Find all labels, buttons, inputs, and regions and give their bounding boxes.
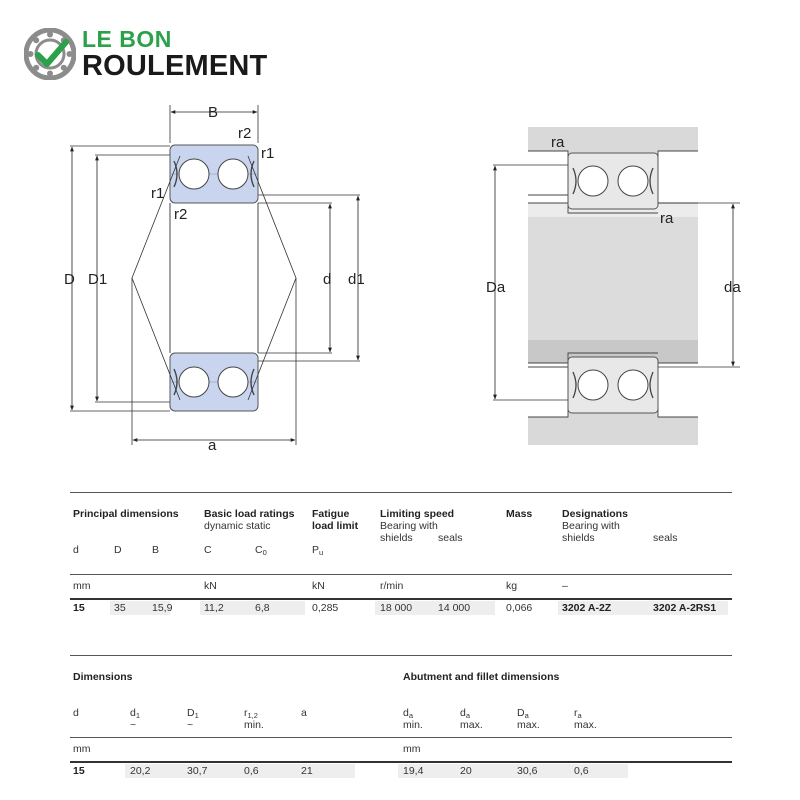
row-C0: 6,8 xyxy=(255,602,270,614)
row2-ra-max: 0,6 xyxy=(574,765,589,777)
row2-r12: 0,6 xyxy=(244,765,259,777)
symbol-Pu: $P_u$ xyxy=(312,544,324,557)
header-fatigue: Fatigue xyxy=(312,508,350,520)
qualifier-da-min: min. xyxy=(403,719,423,731)
qualifier-r12: min. xyxy=(244,719,264,731)
header-dimensions: Dimensions xyxy=(73,671,133,683)
dimensions-table xyxy=(70,655,732,780)
qualifier-D1: ~ xyxy=(187,719,194,731)
header-basic-load-ratings: Basic load ratings xyxy=(204,508,295,520)
symbol-r12: $r_{1,2}$ xyxy=(244,707,258,720)
symbol-d: d xyxy=(73,544,79,556)
label-d1: d1 xyxy=(348,271,365,288)
header-designations: Designations xyxy=(562,508,628,520)
label-ra-side: ra xyxy=(660,210,674,227)
header-basic-sub: dynamic static xyxy=(204,520,271,532)
qualifier-Da-max: max. xyxy=(517,719,540,731)
bearing-check-icon xyxy=(24,28,76,80)
logo-line-1: LE BON xyxy=(82,26,172,52)
bearing-drawing xyxy=(0,95,800,465)
symbol-a: a xyxy=(301,707,307,719)
row-speed-seals: 14 000 xyxy=(438,602,471,614)
qualifier-d1: ~ xyxy=(130,719,137,731)
header-speed-seals: seals xyxy=(438,532,463,544)
row2-d1: 20,2 xyxy=(130,765,151,777)
row-speed-shields: 18 000 xyxy=(380,602,413,614)
row-D: 35 xyxy=(114,602,126,614)
header-speed-shields: shields xyxy=(380,532,413,544)
label-r2-top: r2 xyxy=(238,125,252,142)
row-Pu: 0,285 xyxy=(312,602,339,614)
symbol-Da-max: $D_a$ xyxy=(517,707,529,720)
row-d: 15 xyxy=(73,602,85,614)
brand-logo xyxy=(24,26,304,84)
row-mass: 0,066 xyxy=(506,602,533,614)
row-designation-shields: 3202 A-2Z xyxy=(562,602,612,614)
label-r1-side: r1 xyxy=(151,185,165,202)
symbol-C: C xyxy=(204,544,212,556)
header-desig-seals: seals xyxy=(653,532,678,544)
symbol-d-2: d xyxy=(73,707,79,719)
label-D: D xyxy=(64,271,75,288)
row2-d: 15 xyxy=(73,765,85,777)
row2-Da-max: 30,6 xyxy=(517,765,538,777)
bearing-data-table xyxy=(70,492,732,617)
header-limiting-speed: Limiting speed xyxy=(380,508,455,520)
symbol-d1: $d_1$ xyxy=(130,707,141,720)
qualifier-ra-max: max. xyxy=(574,719,597,731)
header-principal-dimensions: Principal dimensions xyxy=(73,508,179,520)
header-desig-shields: shields xyxy=(562,532,595,544)
symbol-ra-max: $r_a$ xyxy=(574,707,582,720)
unit-mass: kg xyxy=(506,580,518,592)
symbol-C0: $C_0$ xyxy=(255,544,267,557)
mounting-drawing-right xyxy=(493,127,740,445)
label-r2-side: r2 xyxy=(174,206,188,223)
label-r1-top: r1 xyxy=(261,145,275,162)
header-abutment: Abutment and fillet dimensions xyxy=(403,671,560,683)
row2-da-max: 20 xyxy=(460,765,472,777)
unit-speed: r/min xyxy=(380,580,404,592)
label-a: a xyxy=(208,437,217,454)
row2-da-min: 19,4 xyxy=(403,765,424,777)
row-B: 15,9 xyxy=(152,602,173,614)
label-D1: D1 xyxy=(88,271,108,288)
unit-mm-abutment: mm xyxy=(403,743,421,755)
row-designation-seals: 3202 A-2RS1 xyxy=(653,602,717,614)
row2-a: 21 xyxy=(301,765,313,777)
label-B: B xyxy=(208,104,219,121)
symbol-D: D xyxy=(114,544,122,556)
unit-desig: – xyxy=(562,580,568,592)
label-da: da xyxy=(724,279,741,296)
unit-mm: mm xyxy=(73,580,91,592)
header-speed-bearing-with: Bearing with xyxy=(380,520,438,532)
symbol-da-max: $d_a$ xyxy=(460,707,471,720)
header-load-limit: load limit xyxy=(312,520,359,532)
unit-kN-fatigue: kN xyxy=(312,580,325,592)
row-C: 11,2 xyxy=(204,602,224,614)
label-ra-top: ra xyxy=(551,134,565,151)
symbol-D1: $D_1$ xyxy=(187,707,199,720)
qualifier-da-max: max. xyxy=(460,719,483,731)
unit-kN-load: kN xyxy=(204,580,217,592)
symbol-B: B xyxy=(152,544,160,556)
label-d: d xyxy=(323,271,332,288)
bearing-section-left xyxy=(70,105,360,445)
header-desig-bearing-with: Bearing with xyxy=(562,520,620,532)
header-mass: Mass xyxy=(506,508,533,520)
row2-D1: 30,7 xyxy=(187,765,208,777)
logo-line-2: ROULEMENT xyxy=(82,50,268,82)
label-Da: Da xyxy=(486,279,506,296)
symbol-da-min: $d_a$ xyxy=(403,707,414,720)
unit-mm-dimensions: mm xyxy=(73,743,91,755)
